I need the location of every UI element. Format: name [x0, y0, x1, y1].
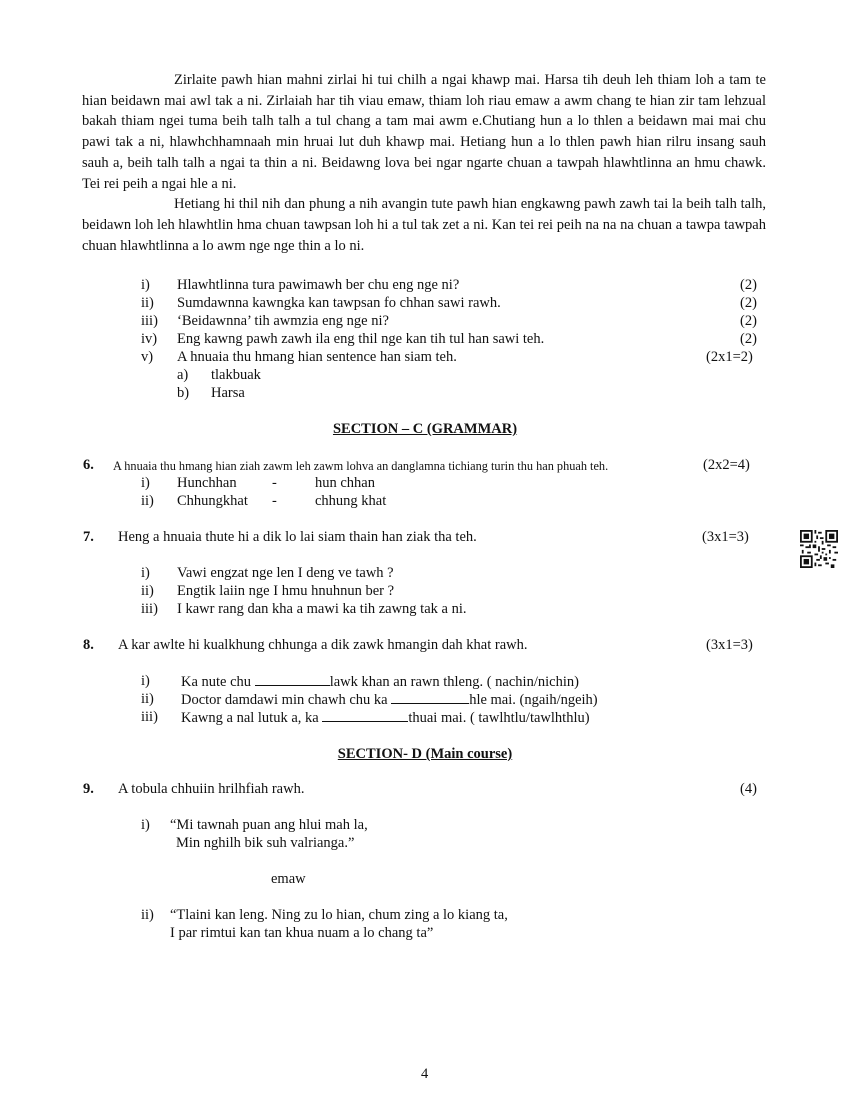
q9-number: 9.	[83, 781, 94, 797]
section-c-heading: SECTION – C (GRAMMAR)	[332, 421, 518, 437]
q7-item-num: iii)	[141, 601, 158, 617]
passage-paragraph-1: Zirlaite pawh hian mahni zirlai hi tui chilh a ngai khawp mai. Harsa tih deuh leh thiam loh a tam te hian beidawn mai awl tak a ni. Zirlaiah har tih viau emaw, thiam loh riau emaw a awm chang te hian zir tam lehzual bakah thiam ngei tuma beih talh talh a tul chang a tam mai awm e.Chutiang hun a lo thlen a beidawn mai mai chu pawi tak a ni, hlawhchhamnaah min hruai lut duh khawp mai. Hetiang hun a lo thlen pawh hian rilru insang sauh sauh a, beih talh talh a ngai ta thin a ni. Beidawng lova bei ngar ngarte chuan a tawpah hlawhtlinna an hmu chawk. Tei rei peih a ngai hle a ni.	[82, 72, 766, 192]
section-d-heading: SECTION- D (Main course)	[337, 746, 513, 762]
q7-item-text: I kawr rang dan kha a mawi ka tih zawng tak a ni.	[177, 601, 467, 617]
q5-item-marks: (2)	[740, 331, 757, 347]
q7-item-text: Vawi engzat nge len I deng ve tawh ?	[177, 565, 394, 581]
q9-item-num: ii)	[141, 907, 154, 923]
q9-quote-line: Min nghilh bik suh valrianga.”	[176, 835, 355, 851]
q6-item-dash: -	[272, 493, 277, 509]
q9-text: A tobula chhuiin hrilhfiah rawh.	[118, 781, 305, 797]
q5-item-text: A hnuaia thu hmang hian sentence han siam teh.	[177, 349, 457, 365]
q5-item-text: ‘Beidawnna’ tih awmzia eng nge ni?	[177, 313, 389, 329]
q5-sub-num: a)	[177, 367, 189, 383]
q6-item-split: hun chhan	[315, 475, 375, 491]
q5-sub-num: b)	[177, 385, 190, 401]
q8-item-after: hle mai. (ngaih/ngeih)	[469, 692, 598, 708]
q6-number: 6.	[83, 457, 94, 473]
q8-item-line	[181, 691, 598, 709]
passage-paragraph-2: Hetiang hi thil nih dan phung a nih avangin tute pawh hian engkawng pawh zawh tai la beih talh talh, beidawn loh leh hlawhtlin hma chuan tawpsan loh hi a tul tak zet a ni. Kan tei rei peih na na na chuan a tawpa tawpah chuan hlawhtlinna a lo awm nge nge thin a lo ni.	[82, 196, 766, 254]
q8-text: A kar awlte hi kualkhung chhunga a dik zawk hmangin dah khat rawh.	[118, 637, 528, 653]
or-label: emaw	[271, 871, 306, 887]
q7-number: 7.	[83, 529, 94, 545]
q9-quote-line: “Tlaini kan leng. Ning zu lo hian, chum zing a lo kiang ta,	[170, 907, 508, 923]
q9-quote-line: “Mi tawnah puan ang hlui mah la,	[170, 817, 368, 833]
q5-sub-text: Harsa	[211, 385, 245, 401]
q6-item-split: chhung khat	[315, 493, 387, 509]
q5-item-text: Hlawhtlinna tura pawimawh ber chu eng nge ni?	[177, 277, 460, 293]
q8-item-before: Doctor damdawi min chawh chu ka	[181, 692, 392, 708]
passage	[82, 70, 766, 256]
fill-blank[interactable]	[255, 673, 330, 686]
q7-item-num: ii)	[141, 583, 154, 599]
q5-sub-text: tlakbuak	[211, 367, 261, 383]
q6-item-num: i)	[141, 475, 150, 491]
q8-item-after: thuai mai. ( tawlhtlu/tawlhthlu)	[408, 710, 590, 726]
q8-item-num: iii)	[141, 709, 158, 725]
q5-item-marks: (2x1=2)	[706, 349, 753, 365]
q6-item-num: ii)	[141, 493, 154, 509]
q5-item-text: Eng kawng pawh zawh ila eng thil nge kan tih tul han sawi teh.	[177, 331, 545, 347]
q5-item-num: iii)	[141, 313, 158, 329]
q8-item-line	[181, 673, 579, 691]
q8-item-after: lawk khan an rawn thleng. ( nachin/nichin)	[329, 674, 579, 690]
q8-marks: (3x1=3)	[706, 637, 753, 653]
q8-item-before: Ka nute chu	[181, 674, 255, 690]
q8-number: 8.	[83, 637, 94, 653]
page-number: 4	[421, 1066, 429, 1082]
q5-item-num: v)	[141, 349, 154, 365]
q7-text: Heng a hnuaia thute hi a dik lo lai siam thain han ziak tha teh.	[118, 529, 477, 545]
q6-item-word: Chhungkhat	[177, 493, 248, 509]
q6-item-dash: -	[272, 475, 277, 491]
qr-code-icon	[800, 530, 838, 568]
q8-item-before: Kawng a nal lutuk a, ka	[181, 710, 323, 726]
q9-item-num: i)	[141, 817, 150, 833]
q9-quote-line: I par rimtui kan tan khua nuam a lo chang ta”	[170, 925, 434, 941]
fill-blank[interactable]	[322, 709, 408, 722]
q7-marks: (3x1=3)	[702, 529, 749, 545]
q5-item-num: i)	[141, 277, 150, 293]
fill-blank[interactable]	[391, 691, 469, 704]
q5-item-num: ii)	[141, 295, 154, 311]
q5-item-marks: (2)	[740, 277, 757, 293]
q7-item-text: Engtik laiin nge I hmu hnuhnun ber ?	[177, 583, 395, 599]
q7-item-num: i)	[141, 565, 150, 581]
q8-item-num: ii)	[141, 691, 154, 707]
q9-marks: (4)	[740, 781, 757, 797]
q6-marks: (2x2=4)	[703, 457, 750, 473]
q5-item-marks: (2)	[740, 313, 757, 329]
q6-text: A hnuaia thu hmang hian ziah zawm leh zawm lohva an danglamna tichiang turin thu han phuah teh.	[113, 459, 609, 473]
q8-item-line	[181, 709, 590, 727]
q6-item-word: Hunchhan	[177, 475, 237, 491]
q5-item-num: iv)	[141, 331, 158, 347]
q5-item-marks: (2)	[740, 295, 757, 311]
q5-item-text: Sumdawnna kawngka kan tawpsan fo chhan sawi rawh.	[177, 295, 501, 311]
q8-item-num: i)	[141, 673, 150, 689]
